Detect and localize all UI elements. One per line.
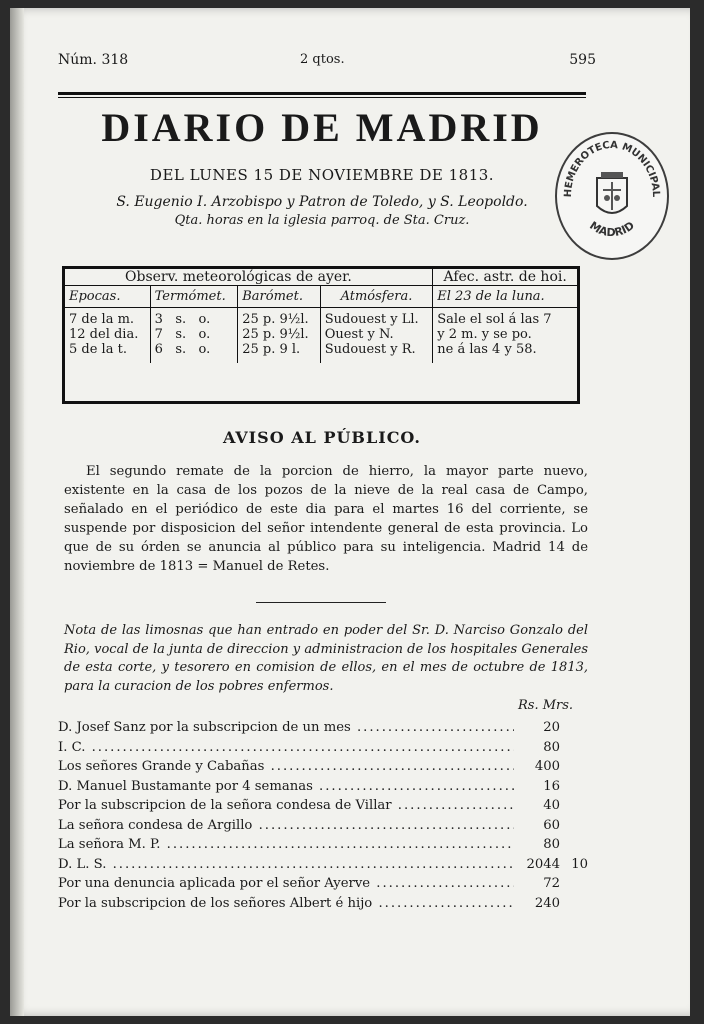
ledger-row: Por la subscripcion de la señora condesa de Villar ..... 40 — [58, 796, 588, 816]
alms-ledger — [58, 718, 588, 913]
col-luna: El 23 de la luna. — [433, 286, 577, 308]
weather-row: 7 de la m. 3 s. o. 25 p. 9½l. Sudouest y Ll. Sale el sol á las 7 — [65, 308, 577, 328]
weather-title: Observ. meteorológicas de ayer. — [65, 269, 433, 286]
stamp-graphic — [557, 134, 667, 258]
ledger-row: Los señores Grande y Cabañas ..... 400 — [58, 757, 588, 777]
page-spine — [10, 8, 24, 1016]
weather-row: 5 de la t. 6 s. o. 25 p. 9 l. Sudouest y R. ne á las 4 y 58. — [65, 342, 577, 363]
forty-hours-notice: Qta. horas en la iglesia parroq. de Sta. Cruz. — [174, 213, 470, 228]
ledger-row: Por la subscripcion de los señores Albert é hijo ..... 240 — [58, 894, 588, 914]
ledger-row: D. Josef Sanz por la subscripcion de un mes ..... 20 — [58, 718, 588, 738]
header-rule-thin — [58, 97, 586, 98]
ledger-column-heads: Rs. Mrs. — [518, 698, 574, 713]
astro-title: Afec. astr. de hoi. — [443, 269, 567, 285]
aviso-heading: AVISO AL PÚBLICO. — [223, 428, 421, 447]
saints-of-day: S. Eugenio I. Arzobispo y Patron de Toledo, y S. Leopoldo. — [116, 194, 528, 210]
header-rule-thick — [58, 92, 586, 95]
ledger-row: La señora condesa de Argillo ..... 60 — [58, 816, 588, 836]
issue-number: Núm. 318 — [58, 52, 129, 68]
weather-table — [62, 266, 580, 404]
ledger-row: D. Manuel Bustamante por 4 semanas ..... 16 — [58, 777, 588, 797]
stamp-text-bottom: MADRID — [587, 218, 637, 240]
ledger-row: Por una denuncia aplicada por el señor Ayerve ..... 72 — [58, 874, 588, 894]
library-stamp — [555, 132, 669, 260]
newspaper-page — [10, 8, 690, 1016]
ledger-row: La señora M. P. ..... 80 — [58, 835, 588, 855]
weather-header-row — [65, 286, 577, 308]
masthead-title: DIARIO DE MADRID — [101, 105, 543, 150]
section-separator — [256, 602, 386, 603]
stamp-text-top: HEMEROTECA MUNICIPAL — [562, 139, 662, 198]
coat-of-arms-icon — [597, 172, 627, 213]
page-number: 595 — [569, 52, 596, 68]
ledger-row: I. C. ..... 80 — [58, 738, 588, 758]
col-atmosfera: Atmósfera. — [320, 286, 433, 308]
aviso-body: El segundo remate de la porcion de hierro, la mayor parte nuevo, existente en la casa de los pozos de la nieve de la real casa de Campo, señalado en el periódico de este dia para el martes 16 del corriente, se suspende por disposicion del señor intendente general de esta provincia. Lo que de su órden se anuncia al público para su inteligencia. Madrid 14 de noviembre de 1813 = Manuel de Retes. — [64, 464, 588, 574]
dateline: DEL LUNES 15 DE NOVIEMBRE DE 1813. — [149, 166, 495, 184]
ledger-row: D. L. S. ..... 2044 10 — [58, 855, 588, 875]
issue-price: 2 qtos. — [300, 52, 345, 67]
col-epocas: Epocas. — [65, 286, 150, 308]
alms-note: Nota de las limosnas que han entrado en poder del Sr. D. Narciso Gonzalo del Rio, vocal de la junta de direccion y administracion de los hospitales Generales de esta corte, y tesorero en comision de ellos, en el mes de octubre de 1813, para la curacion de los pobres enfermos. — [64, 623, 588, 694]
weather-row: 12 del dia. 7 s. o. 25 p. 9½l. Ouest y N. y 2 m. y se po. — [65, 327, 577, 342]
col-termometro: Termómet. — [150, 286, 238, 308]
col-barometro: Barómet. — [238, 286, 320, 308]
